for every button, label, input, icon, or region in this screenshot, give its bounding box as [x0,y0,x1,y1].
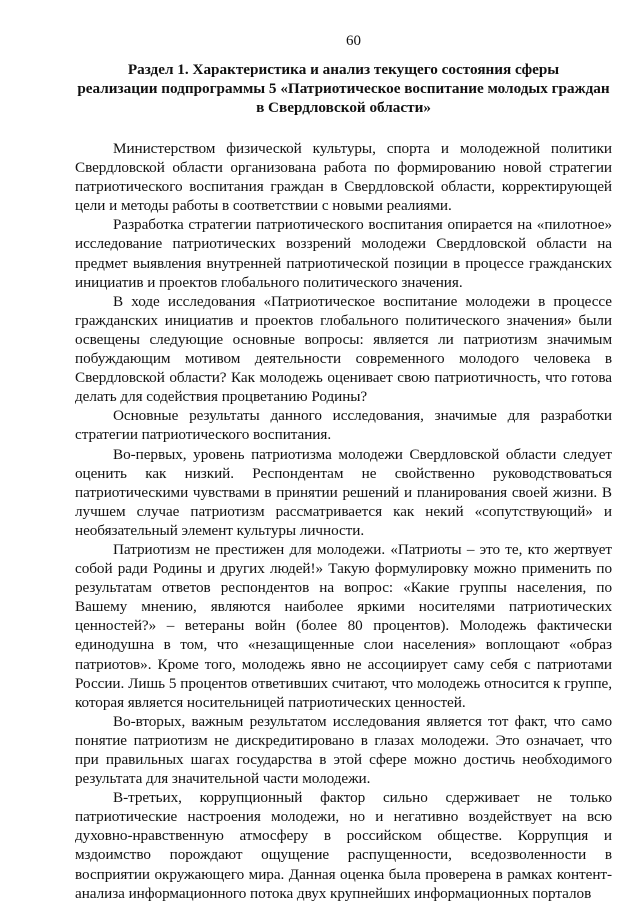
paragraph: Во-первых, уровень патриотизма молодежи Свердловской области следует оценить как низкий. Респондентам не свойственно руководствоваться патриотическими чувствами в принятии решений и планирования своей жизни. В лучшем случае патриотизм рассматривается как некий «сопутствующий» и необязательный элемент культуры личности. [75,445,612,539]
paragraph: Основные результаты данного исследования, значимые для разработки стратегии патриотического воспитания. [75,407,612,444]
section-heading-line: Раздел 1. Характеристика и анализ текущего состояния сферы [127,61,560,78]
paragraph: Патриотизм не престижен для молодежи. «Патриоты – это те, кто жертвует собой ради Родины и других людей!» Такую формулировку можно применить по результатам ответов респондентов на вопрос: «Какие группы населения, по Вашему мнению, являются наиболее яркими носителями патриотических ценностей?» – ветераны войн (более 80 процентов). Молодежь фактически единодушна в том, что «незащищенные слои населения» воплощают «образ патриотов». Кроме того, молодежь явно не ассоциирует саму себя с патриотами России. Лишь 5 процентов ответивших считают, что молодежь относится к группе, которая является носительницей патриотических ценностей. [75,540,612,711]
paragraph: Во-вторых, важным результатом исследования является тот факт, что само понятие патриотизм не дискредитировано в глазах молодежи. Это означает, что при правильных шагах государства в этой сфере можно достичь необходимого результата для значительной части молодежи. [75,712,612,788]
paragraph: Министерством физической культуры, спорта и молодежной политики Свердловской области организована работа по формированию новой стратегии патриотического воспитания граждан в Свердловской области, корректирующей цели и методы работы в соответствии с новыми реалиями. [75,140,612,215]
body-text [75,139,612,903]
section-heading-line: в Свердловской области» [256,99,431,116]
page-number: 60 [346,33,361,49]
paragraph: Разработка стратегии патриотического воспитания опирается на «пилотное» исследование патриотических воззрений молодежи Свердловской области на предмет выявления внутренней патриотической позиции в процессе гражданских инициатив и проектов глобального политического значения. [75,216,612,291]
document-page [75,32,612,903]
paragraph: В-третьих, коррупционный фактор сильно сдерживает не только патриотические настроения молодежи, но и негативно воздействует на всю духовно-нравственную атмосферу в российском обществе. Коррупция и мздоимство порождают ощущение распущенности, вседозволенности в восприятии окружающего мира. Данная оценка была проверена в рамках контент-анализа информационного потока двух крупнейших информационных порталов [75,789,612,902]
section-heading-line: реализации подпрограммы 5 «Патриотическое воспитание молодых граждан [77,80,610,97]
paragraph: В ходе исследования «Патриотическое воспитание молодежи в процессе гражданских инициатив и проектов глобального политического значения» были освещены следующие основные вопросы: является ли патриотизм значимым побуждающим мотивом деятельности современного молодого человека в Свердловской области? Как молодежь оценивает свою патриотичность, что готова делать для содействия процветанию Родины? [75,292,612,406]
section-heading [75,60,612,117]
